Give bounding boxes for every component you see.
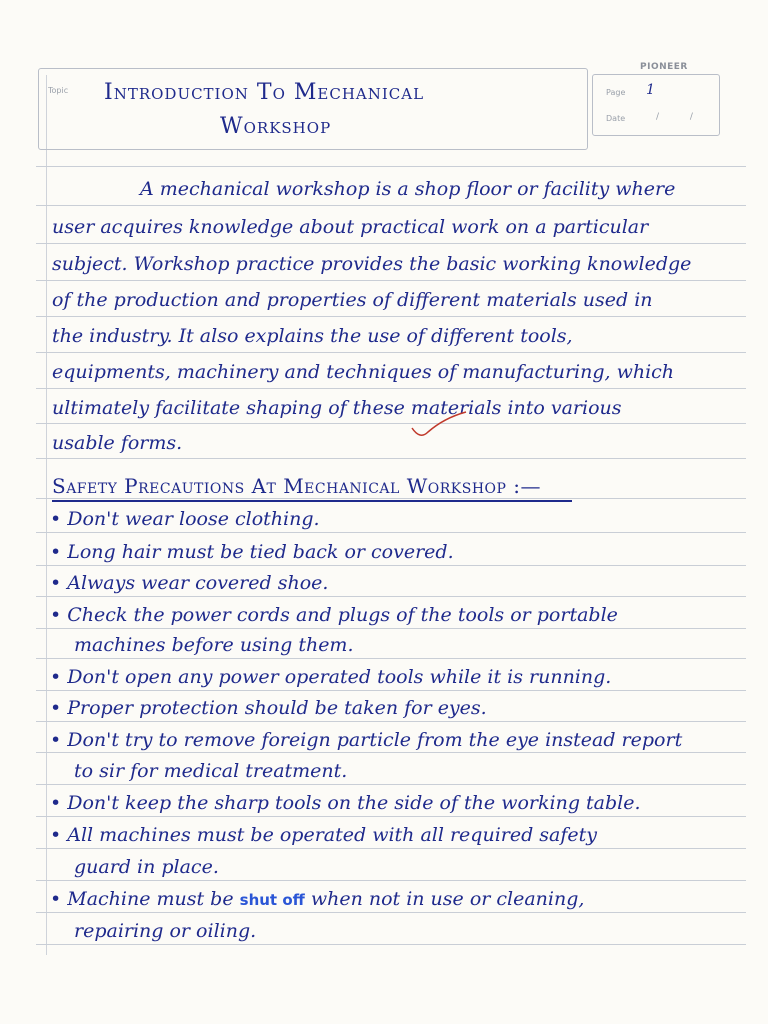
- list-item-text: • Machine must be: [50, 888, 234, 910]
- paragraph-line: the industry. It also explains the use of different tools,: [52, 325, 573, 347]
- list-item: • Always wear covered shoe.: [50, 572, 329, 594]
- rule-line: [36, 596, 746, 597]
- paragraph-line: A mechanical workshop is a shop floor or facility where: [140, 178, 676, 200]
- list-item: • Don't try to remove foreign particle from the eye instead report: [50, 729, 683, 751]
- page-label: Page: [606, 88, 626, 97]
- heading-underline: [52, 500, 572, 502]
- rule-line: [36, 658, 746, 659]
- rule-line: [36, 388, 746, 389]
- brand-logo: PIONEER: [640, 62, 688, 72]
- rule-line: [36, 166, 746, 167]
- list-item: • Proper protection should be taken for eyes.: [50, 697, 487, 719]
- list-item: • Check the power cords and plugs of the tools or portable: [50, 604, 618, 626]
- rule-line: [36, 752, 746, 753]
- list-item: • Long hair must be tied back or covered.: [50, 541, 454, 563]
- paragraph-line: user acquires knowledge about practical work on a particular: [52, 216, 649, 238]
- section-heading: Safety Precautions At Mechanical Workshop :—: [52, 474, 542, 498]
- page-number: 1: [646, 82, 655, 98]
- rule-line: [36, 880, 746, 881]
- list-item-continued: guard in place.: [74, 856, 219, 878]
- topic-label: Topic: [48, 86, 69, 95]
- page-date-box: [592, 74, 720, 136]
- highlighted-text: shut off: [239, 891, 305, 909]
- list-item-text: when not in use or cleaning,: [310, 888, 585, 910]
- paragraph-line: equipments, machinery and techniques of manufacturing, which: [52, 361, 675, 383]
- rule-line: [36, 721, 746, 722]
- paragraph-line: ultimately facilitate shaping of these materials into various: [52, 397, 622, 419]
- list-item: • Don't wear loose clothing.: [50, 508, 320, 530]
- paragraph-line: of the production and properties of different materials used in: [52, 289, 653, 311]
- margin-line: [46, 75, 47, 955]
- rule-line: [36, 498, 746, 499]
- list-item: • All machines must be operated with all required safety: [50, 824, 598, 846]
- rule-line: [36, 243, 746, 244]
- page-title-continued: Workshop: [220, 114, 332, 139]
- date-value: / /: [656, 112, 707, 122]
- list-item: • Don't keep the sharp tools on the side of the working table.: [50, 792, 641, 814]
- list-item: [50, 888, 584, 910]
- list-item-continued: machines before using them.: [74, 634, 354, 656]
- list-item: • Don't open any power operated tools while it is running.: [50, 666, 612, 688]
- check-mark-icon: [410, 410, 470, 440]
- date-label: Date: [606, 114, 626, 123]
- rule-line: [36, 532, 746, 533]
- rule-line: [36, 944, 746, 945]
- rule-line: [36, 316, 746, 317]
- rule-line: [36, 816, 746, 817]
- rule-line: [36, 848, 746, 849]
- page-title: Introduction To Mechanical: [104, 80, 425, 105]
- rule-line: [36, 280, 746, 281]
- rule-line: [36, 423, 746, 424]
- rule-line: [36, 458, 746, 459]
- paragraph-line: subject. Workshop practice provides the basic working knowledge: [52, 253, 692, 275]
- list-item-continued: repairing or oiling.: [74, 920, 257, 942]
- rule-line: [36, 565, 746, 566]
- paragraph-line: usable forms.: [52, 432, 183, 454]
- rule-line: [36, 784, 746, 785]
- rule-line: [36, 352, 746, 353]
- rule-line: [36, 628, 746, 629]
- rule-line: [36, 912, 746, 913]
- list-item-continued: to sir for medical treatment.: [74, 760, 348, 782]
- rule-line: [36, 205, 746, 206]
- rule-line: [36, 690, 746, 691]
